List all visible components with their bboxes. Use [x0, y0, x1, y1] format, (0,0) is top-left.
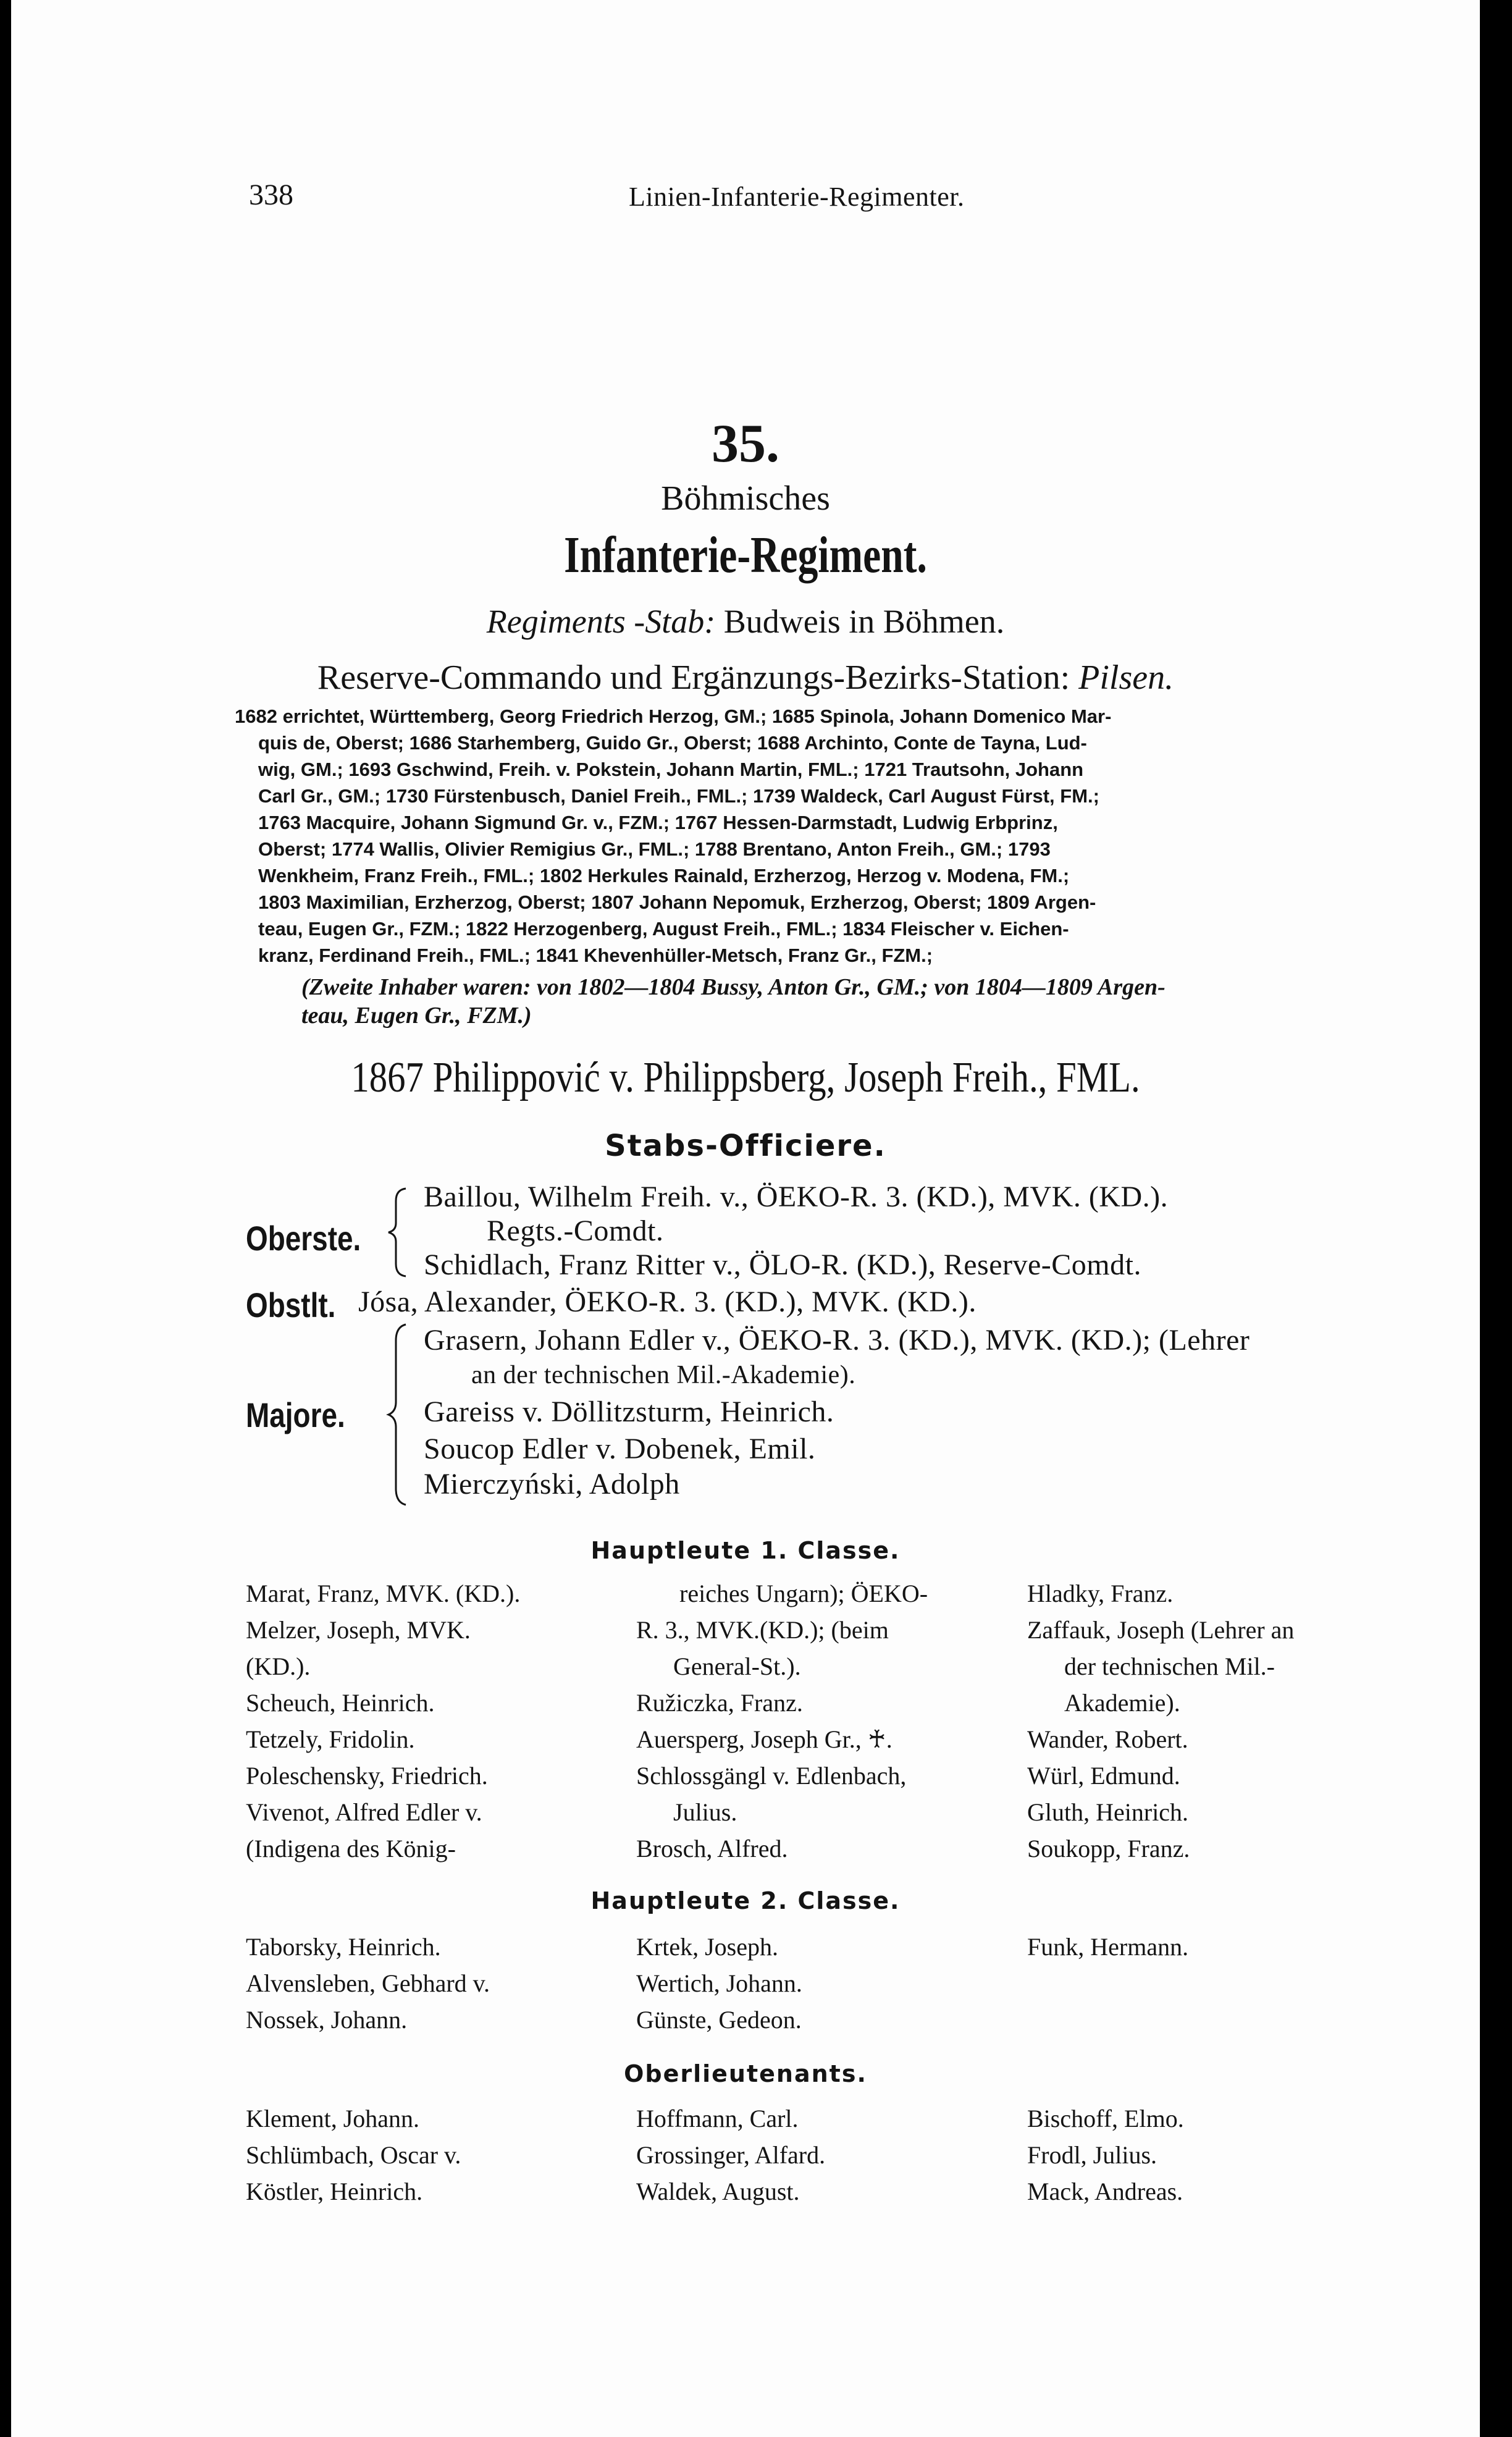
- hauptleute-2-col3: [1027, 1929, 1188, 1965]
- oberst-entry: Regts.-Comdt.: [487, 1214, 664, 1247]
- list-item: Julius.: [673, 1798, 737, 1826]
- oberste-label: Oberste.: [246, 1219, 361, 1258]
- list-item: Auersperg, Joseph Gr., ♰.: [636, 1725, 892, 1753]
- hauptleute-1-col3: [1027, 1575, 1294, 1867]
- list-item: Bischoff, Elmo.: [1027, 2105, 1184, 2132]
- list-item: (KD.).: [246, 1652, 311, 1680]
- list-item: Scheuch, Heinrich.: [246, 1689, 435, 1717]
- oberlieutenants-col1: [246, 2100, 461, 2210]
- list-item: Tetzely, Fridolin.: [246, 1725, 415, 1753]
- major-entry: an der technischen Mil.-Akademie).: [471, 1361, 856, 1389]
- history-line: Carl Gr., GM.; 1730 Fürstenbusch, Daniel Freih., FML.; 1739 Waldeck, Carl August Fürst, FM.;: [258, 785, 1099, 807]
- regiments-stab: [11, 602, 1480, 641]
- majore-brace: [385, 1322, 410, 1507]
- page: [11, 0, 1480, 2437]
- history-line: Oberst; 1774 Wallis, Olivier Remigius Gr., FML.; 1788 Brentano, Anton Freih., GM.; 1793: [258, 838, 1051, 860]
- history-line: teau, Eugen Gr., FZM.; 1822 Herzogenberg, August Freih., FML.; 1834 Fleischer v. Eichen-: [258, 918, 1069, 940]
- oberlieutenants-heading: Oberlieutenants.: [624, 2060, 867, 2087]
- list-item: Mack, Andreas.: [1027, 2178, 1183, 2205]
- list-item: reiches Ungarn); ÖEKO-: [679, 1580, 928, 1607]
- list-item: Klement, Johann.: [246, 2105, 420, 2132]
- history-line: 1803 Maximilian, Erzherzog, Oberst; 1807 Johann Nepomuk, Erzherzog, Oberst; 1809 Argen-: [258, 891, 1096, 913]
- list-item: Ružiczka, Franz.: [636, 1689, 803, 1717]
- history-line: quis de, Oberst; 1686 Starhemberg, Guido Gr., Oberst; 1688 Archinto, Conte de Tayna, Lud-: [258, 732, 1087, 754]
- reserve-label: Reserve-Commando und Ergänzungs-Bezirks-Station:: [317, 659, 1070, 697]
- list-item: Wander, Robert.: [1027, 1725, 1188, 1753]
- list-item: Hladky, Franz.: [1027, 1580, 1174, 1607]
- oberlieutenants-col3: [1027, 2100, 1184, 2210]
- regiment-subtitle: Böhmisches: [661, 479, 830, 518]
- list-item: General-St.).: [673, 1652, 801, 1680]
- major-entry: Soucop Edler v. Dobenek, Emil.: [424, 1433, 816, 1465]
- hauptleute-1-col1: [246, 1575, 520, 1867]
- list-item: Schlümbach, Oscar v.: [246, 2141, 461, 2169]
- majore-label: Majore.: [246, 1395, 345, 1434]
- major-entry: Gareiss v. Döllitzsturm, Heinrich.: [424, 1395, 834, 1428]
- history-year: 1682: [235, 705, 277, 727]
- second-owners: [301, 973, 1407, 1030]
- history-line: 1682 errichtet, Württemberg, Georg Friedrich Herzog, GM.; 1685 Spinola, Johann Domenico Mar-: [235, 705, 1112, 727]
- reserve-commando: [11, 658, 1480, 697]
- running-title: Linien-Infanterie-Regimenter.: [629, 182, 965, 212]
- obstlt-entry: Jósa, Alexander, ÖEKO-R. 3. (KD.), MVK. (KD.).: [358, 1286, 976, 1318]
- list-item: Gluth, Heinrich.: [1027, 1798, 1189, 1826]
- list-item: R. 3., MVK.(KD.); (beim: [636, 1616, 889, 1644]
- oberste-brace: [385, 1186, 410, 1279]
- history-line: 1763 Macquire, Johann Sigmund Gr. v., FZM.; 1767 Hessen-Darmstadt, Ludwig Erbprinz,: [258, 812, 1058, 833]
- list-item: Schlossgängl v. Edlenbach,: [636, 1762, 907, 1790]
- oberlieutenants-col2: [636, 2100, 825, 2210]
- list-item: Wertich, Johann.: [636, 1969, 802, 1997]
- regiment-number: 35.: [712, 414, 779, 474]
- hauptleute-1-col2: [636, 1575, 928, 1867]
- obstlt-label: Obstlt.: [246, 1286, 336, 1324]
- list-item: Waldek, August.: [636, 2178, 800, 2205]
- list-item: Funk, Hermann.: [1027, 1933, 1189, 1961]
- regiment-history: [235, 703, 1407, 969]
- hauptleute-1-heading: Hauptleute 1. Classe.: [590, 1537, 901, 1564]
- stabs-officiere-heading: Stabs-Officiere.: [605, 1129, 886, 1163]
- oberst-entry: Baillou, Wilhelm Freih. v., ÖEKO-R. 3. (KD.), MVK. (KD.).: [424, 1181, 1169, 1213]
- list-item: Würl, Edmund.: [1027, 1762, 1180, 1790]
- list-item: Günste, Gedeon.: [636, 2006, 802, 2034]
- second-owners-line: teau, Eugen Gr., FZM.): [301, 1003, 532, 1029]
- list-item: Hoffmann, Carl.: [636, 2105, 799, 2132]
- list-item: Zaffauk, Joseph (Lehrer an: [1027, 1616, 1295, 1644]
- stab-label: Regiments -Stab:: [486, 603, 716, 640]
- regiment-inhaber: 1867 Philippović v. Philippsberg, Joseph Freih., FML.: [351, 1054, 1140, 1101]
- hauptleute-2-col2: [636, 1929, 802, 2038]
- list-item: Taborsky, Heinrich.: [246, 1933, 441, 1961]
- history-line: wig, GM.; 1693 Gschwind, Freih. v. Pokstein, Johann Martin, FML.; 1721 Trautsohn, Johann: [258, 759, 1084, 780]
- stab-value: Budweis in Böhmen.: [723, 603, 1005, 640]
- list-item: Frodl, Julius.: [1027, 2141, 1157, 2169]
- list-item: Vivenot, Alfred Edler v.: [246, 1798, 482, 1826]
- list-item: Nossek, Johann.: [246, 2006, 408, 2034]
- list-item: Grossinger, Alfard.: [636, 2141, 826, 2169]
- history-line: kranz, Ferdinand Freih., FML.; 1841 Khevenhüller-Metsch, Franz Gr., FZM.;: [258, 945, 933, 966]
- history-line: Wenkheim, Franz Freih., FML.; 1802 Herkules Rainald, Erzherzog, Herzog v. Modena, FM.;: [258, 865, 1070, 886]
- hauptleute-2-col1: [246, 1929, 490, 2038]
- list-item: Brosch, Alfred.: [636, 1835, 788, 1862]
- major-entry: Mierczyński, Adolph: [424, 1468, 680, 1501]
- regiment-title: Infanterie-Regiment.: [564, 526, 927, 584]
- list-item: Soukopp, Franz.: [1027, 1835, 1190, 1862]
- list-item: Poleschensky, Friedrich.: [246, 1762, 488, 1790]
- list-item: der technischen Mil.-: [1064, 1652, 1275, 1680]
- list-item: Melzer, Joseph, MVK.: [246, 1616, 471, 1644]
- list-item: Köstler, Heinrich.: [246, 2178, 423, 2205]
- major-entry: Grasern, Johann Edler v., ÖEKO-R. 3. (KD.), MVK. (KD.); (Lehrer: [424, 1324, 1250, 1357]
- second-owners-line: (Zweite Inhaber waren: von 1802—1804 Bussy, Anton Gr., GM.; von 1804—1809 Argen-: [301, 974, 1166, 1000]
- list-item: Alvensleben, Gebhard v.: [246, 1969, 490, 1997]
- oberst-entry: Schidlach, Franz Ritter v., ÖLO-R. (KD.), Reserve-Comdt.: [424, 1248, 1141, 1281]
- hauptleute-2-heading: Hauptleute 2. Classe.: [590, 1887, 901, 1914]
- page-number: 338: [249, 179, 293, 211]
- list-item: Akademie).: [1064, 1689, 1180, 1717]
- list-item: Marat, Franz, MVK. (KD.).: [246, 1580, 521, 1607]
- reserve-value: Pilsen.: [1078, 659, 1174, 697]
- list-item: Krtek, Joseph.: [636, 1933, 778, 1961]
- list-item: (Indigena des König-: [246, 1835, 456, 1862]
